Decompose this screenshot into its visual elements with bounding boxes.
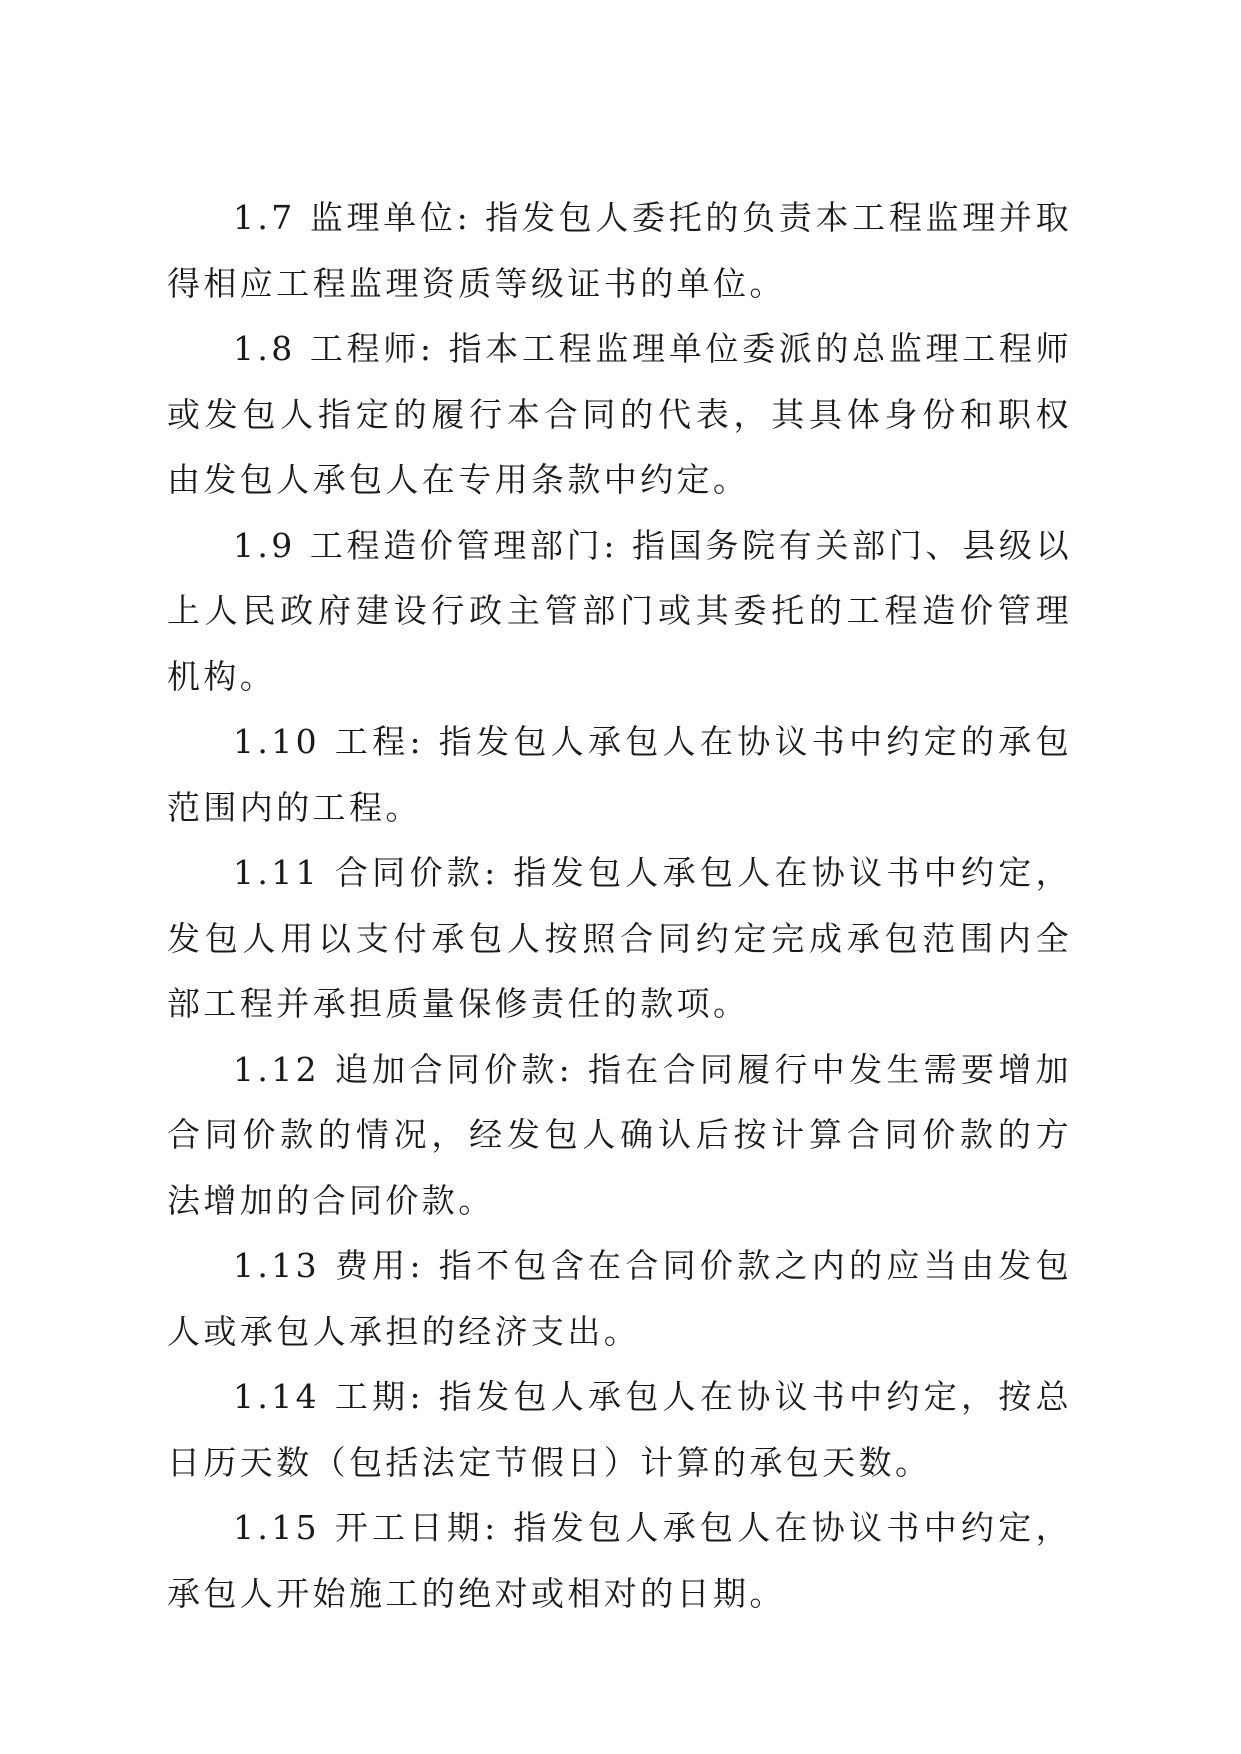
clause-1-11: [167, 840, 1072, 1037]
clause-1-9: [167, 513, 1072, 710]
clause-text: 开工日期: 指发包人承包人在协议书中约定，承包人开始施工的绝对或相对的日期。: [167, 1508, 1072, 1613]
clause-1-10: [167, 709, 1072, 840]
clause-text: 合同价款: 指发包人承包人在协议书中约定，发包人用以支付承包人按照合同约定完成承包范围内全部工程并承担质量保修责任的款项。: [167, 853, 1072, 1023]
clause-text: 工程师: 指本工程监理单位委派的总监理工程师或发包人指定的履行本合同的代表，其具体身份和职权由发包人承包人在专用条款中约定。: [167, 329, 1072, 499]
clause-number: 1.15: [233, 1508, 321, 1547]
clause-text: 追加合同价款: 指在合同履行中发生需要增加合同价款的情况，经发包人确认后按计算合同价款的方法增加的合同价款。: [167, 1049, 1072, 1220]
clause-number: 1.14: [233, 1377, 321, 1416]
clause-number: 1.7: [233, 198, 296, 237]
clause-1-12: [167, 1037, 1072, 1234]
clause-text: 费用: 指不包含在合同价款之内的应当由发包人或承包人承担的经济支出。: [167, 1246, 1072, 1351]
clause-text: 监理单位: 指发包人委托的负责本工程监理并取得相应工程监理资质等级证书的单位。: [167, 198, 1072, 303]
clause-number: 1.9: [233, 525, 296, 565]
clause-1-13: [167, 1233, 1072, 1364]
clause-1-15: [167, 1495, 1072, 1626]
clause-number: 1.8: [233, 329, 296, 368]
clause-1-7: [167, 185, 1072, 316]
clause-text: 工程: 指发包人承包人在协议书中约定的承包范围内的工程。: [167, 722, 1072, 827]
clause-1-8: [167, 316, 1072, 513]
clause-number: 1.11: [233, 853, 321, 892]
clause-text: 工程造价管理部门: 指国务院有关部门、县级以上人民政府建设行政主管部门或其委托的工程造价管理机构。: [167, 525, 1072, 696]
clause-number: 1.12: [233, 1049, 321, 1089]
clause-1-14: [167, 1364, 1072, 1495]
clause-number: 1.13: [233, 1246, 321, 1285]
clause-number: 1.10: [233, 722, 321, 761]
contract-clauses: [167, 185, 1072, 1626]
clause-text: 工期: 指发包人承包人在协议书中约定，按总日历天数（包括法定节假日）计算的承包天数。: [167, 1377, 1072, 1482]
